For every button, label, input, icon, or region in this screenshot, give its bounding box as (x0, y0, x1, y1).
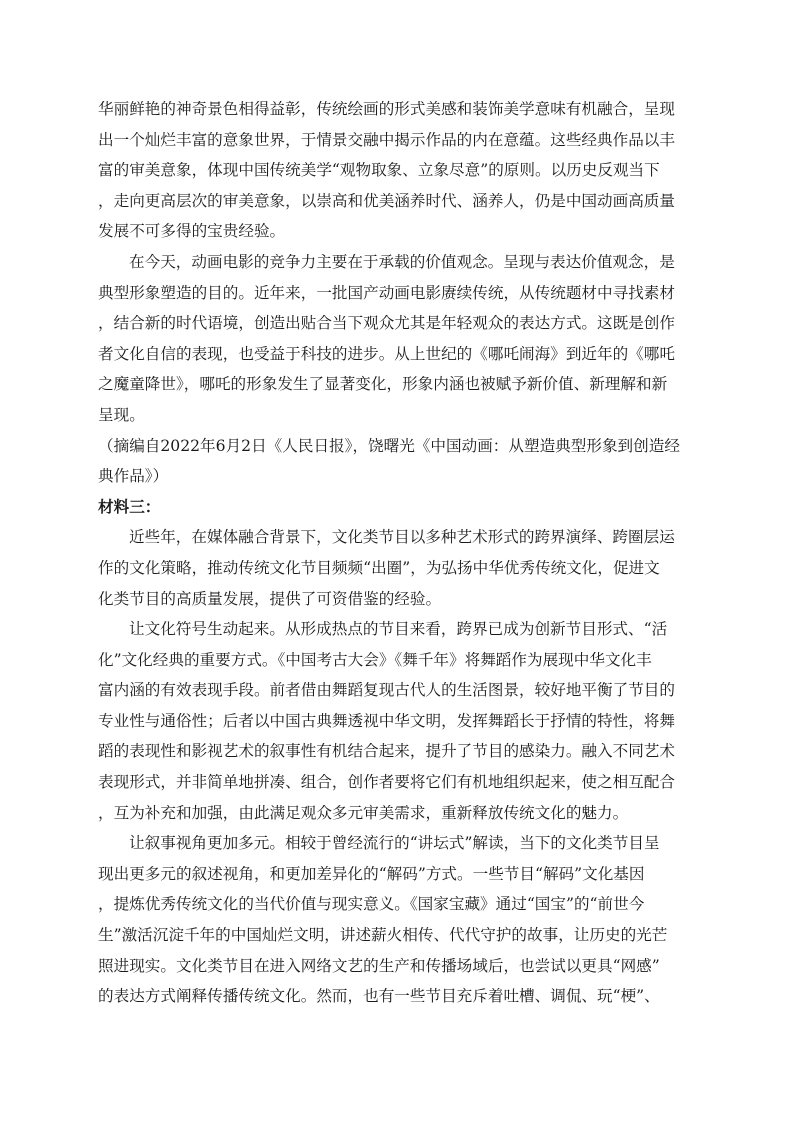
text-line: 在今天，动画电影的竞争力主要在于承载的价值观念。呈现与表达价值观念，是 (129, 252, 675, 271)
text-line: 出一个灿烂丰富的意象世界，于情景交融中揭示作品的内在意蕴。这些经典作品以丰 (98, 130, 675, 149)
text-line: 专业性与通俗性；后者以中国古典舞透视中华文明，发挥舞蹈长于抒情的特性，将舞 (98, 711, 675, 730)
paragraph (98, 247, 698, 431)
text-line: 化类节目的高质量发展，提供了可资借鉴的经验。 (98, 589, 442, 608)
text-line: ，互为补充和加强，由此满足观众多元审美需求，重新释放传统文化的魅力。 (98, 803, 629, 822)
paragraph (98, 828, 698, 1012)
text-line: 者文化自信的表现，也受益于科技的进步。从上世纪的《哪吒闹海》到近年的《哪吒 (98, 344, 675, 363)
text-line: 化”文化经典的重要方式。《中国考古大会》《舞千年》将舞蹈作为展现中华文化丰 (98, 650, 652, 669)
text-line: 富的审美意象，体现中国传统美学“观物取象、立象尽意”的原则。以历史反观当下 (98, 161, 660, 180)
text-line: 呈现。 (98, 405, 145, 424)
document-body (98, 94, 698, 1012)
text-line: 华丽鲜艳的神奇景色相得益彰，传统绘画的形式美感和装饰美学意味有机融合，呈现 (98, 100, 675, 118)
text-line: 现出更多元的叙述视角，和更加差异化的“解码”方式。一些节目“解码”文化基因 (98, 864, 645, 883)
source-citation (98, 431, 698, 492)
paragraph (98, 522, 698, 614)
paragraph (98, 614, 698, 828)
text-line: 之魔童降世》，哪吒的形象发生了显著变化，形象内涵也被赋予新价值、新理解和新 (98, 375, 668, 394)
text-line: ，走向更高层次的审美意象，以崇高和优美涵养时代、涵养人，仍是中国动画高质量 (98, 191, 675, 210)
text-line: ，提炼优秀传统文化的当代价值与现实意义。《国家宝藏》通过“国宝”的“前世今 (98, 895, 645, 914)
text-line: 让文化符号生动起来。从形成热点的节目来看，跨界已成为创新节目形式、“活 (129, 620, 668, 639)
text-line: 让叙事视角更加多元。相较于曾经流行的“讲坛式”解读，当下的文化类节目呈 (129, 834, 660, 853)
text-line: 蹈的表现性和影视艺术的叙事性有机结合起来，提升了节目的感染力。融入不同艺术 (98, 742, 675, 761)
text-line: 作的文化策略，推动传统文化节目频频“出圈”，为弘扬中华优秀传统文化，促进文 (98, 558, 660, 577)
text-line: 典型形象塑造的目的。近年来，一批国产动画电影赓续传统，从传统题材中寻找素材 (98, 283, 675, 302)
text-line: 典作品》） (98, 467, 169, 486)
paragraph (98, 94, 698, 247)
section-heading (98, 492, 698, 523)
text-line: 照进现实。文化类节目在进入网络文艺的生产和传播场域后，也尝试以更具“网感” (98, 956, 660, 975)
text-line: （摘编自2022年6月2日《人民日报》，饶曙光《中国动画：从塑造典型形象到创造经 (98, 436, 680, 455)
text-line: ，结合新的时代语境，创造出贴合当下观众尤其是年轻观众的表达方式。这既是创作 (98, 314, 675, 333)
text-line: 发展不可多得的宝贵经验。 (98, 222, 286, 241)
text-line: 材料三： (98, 496, 161, 516)
text-line: 近些年，在媒体融合背景下，文化类节目以多种艺术形式的跨界演绎、跨圈层运 (129, 528, 675, 547)
text-line: 表现形式，并非简单地拼凑、组合，创作者要将它们有机地组织起来，使之相互配合 (98, 773, 675, 792)
text-line: 富内涵的有效表现手段。前者借由舞蹈复现古代人的生活图景，较好地平衡了节目的 (98, 681, 675, 700)
text-line: 生”激活沉淀千年的中国灿烂文明，讲述薪火相传、代代守护的故事，让历史的光芒 (98, 926, 668, 945)
text-line: 的表达方式阐释传播传统文化。然而，也有一些节目充斥着吐槽、调侃、玩“梗”、 (98, 987, 660, 1006)
